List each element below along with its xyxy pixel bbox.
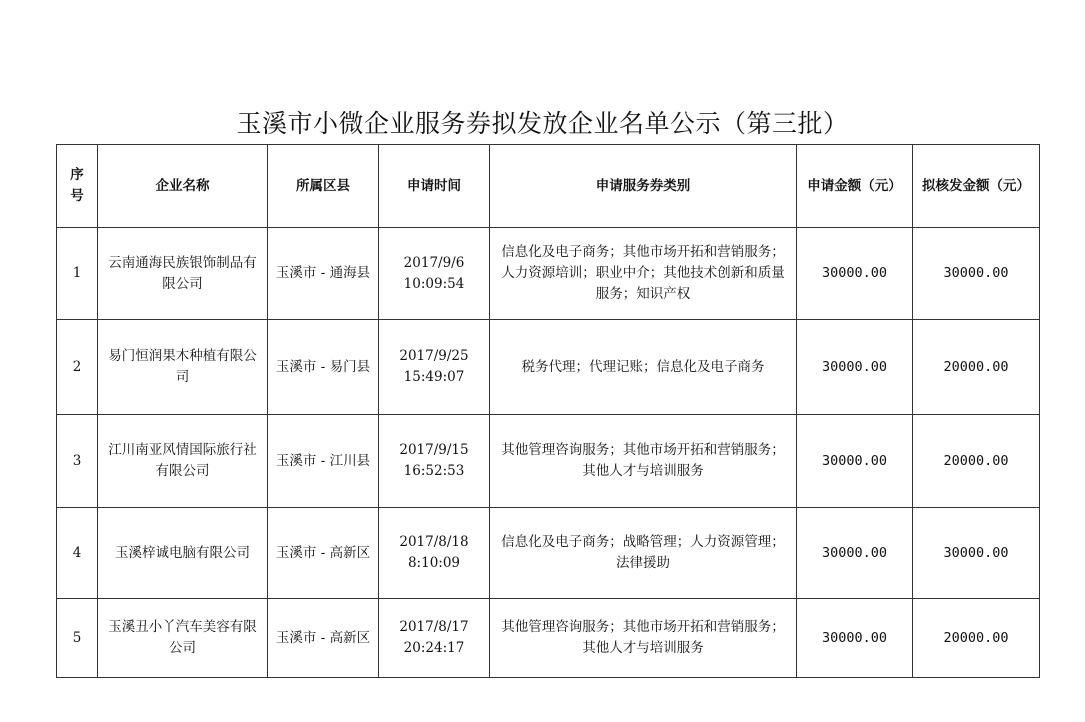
cell-company: 江川南亚风情国际旅行社有限公司 <box>98 415 268 508</box>
cell-seq: 3 <box>57 415 98 508</box>
cell-approved-amount: 20000.00 <box>913 415 1040 508</box>
cell-apply-amount: 30000.00 <box>797 228 913 320</box>
cell-apply-time: 2017/8/18 8:10:09 <box>379 508 490 599</box>
cell-apply-amount: 30000.00 <box>797 599 913 678</box>
table-row <box>57 228 1040 320</box>
table-row <box>57 320 1040 415</box>
cell-district: 玉溪市 - 高新区 <box>268 508 379 599</box>
header-seq: 序号 <box>57 145 98 228</box>
cell-seq: 1 <box>57 228 98 320</box>
header-district: 所属区县 <box>268 145 379 228</box>
cell-apply-amount: 30000.00 <box>797 415 913 508</box>
cell-apply-time: 2017/9/25 15:49:07 <box>379 320 490 415</box>
table-row <box>57 599 1040 678</box>
cell-service-type: 税务代理；代理记账；信息化及电子商务 <box>490 320 797 415</box>
table-header <box>57 145 1040 228</box>
cell-service-type: 其他管理咨询服务；其他市场开拓和营销服务；其他人才与培训服务 <box>490 415 797 508</box>
cell-approved-amount: 30000.00 <box>913 228 1040 320</box>
cell-service-type: 其他管理咨询服务；其他市场开拓和营销服务；其他人才与培训服务 <box>490 599 797 678</box>
table-row <box>57 508 1040 599</box>
cell-company: 玉溪丑小丫汽车美容有限公司 <box>98 599 268 678</box>
cell-company: 玉溪梓诚电脑有限公司 <box>98 508 268 599</box>
header-apply-amount: 申请金额（元） <box>797 145 913 228</box>
cell-service-type: 信息化及电子商务；战略管理；人力资源管理；法律援助 <box>490 508 797 599</box>
cell-apply-amount: 30000.00 <box>797 508 913 599</box>
cell-apply-time: 2017/9/15 16:52:53 <box>379 415 490 508</box>
cell-seq: 2 <box>57 320 98 415</box>
cell-company: 云南通海民族银饰制品有限公司 <box>98 228 268 320</box>
cell-district: 玉溪市 - 通海县 <box>268 228 379 320</box>
header-service-type: 申请服务券类别 <box>490 145 797 228</box>
cell-approved-amount: 20000.00 <box>913 599 1040 678</box>
cell-approved-amount: 20000.00 <box>913 320 1040 415</box>
cell-district: 玉溪市 - 高新区 <box>268 599 379 678</box>
header-company: 企业名称 <box>98 145 268 228</box>
cell-apply-time: 2017/8/17 20:24:17 <box>379 599 490 678</box>
header-approved-amount: 拟核发金额（元） <box>913 145 1040 228</box>
cell-company: 易门恒润果木种植有限公司 <box>98 320 268 415</box>
header-row <box>57 145 1040 228</box>
cell-seq: 4 <box>57 508 98 599</box>
table-row <box>57 415 1040 508</box>
cell-district: 玉溪市 - 易门县 <box>268 320 379 415</box>
company-list-table <box>56 144 1040 678</box>
cell-seq: 5 <box>57 599 98 678</box>
cell-service-type: 信息化及电子商务；其他市场开拓和营销服务；人力资源培训；职业中介；其他技术创新和质量服务；知识产权 <box>490 228 797 320</box>
cell-approved-amount: 30000.00 <box>913 508 1040 599</box>
header-apply-time: 申请时间 <box>379 145 490 228</box>
page-title: 玉溪市小微企业服务券拟发放企业名单公示（第三批） <box>236 109 849 138</box>
cell-apply-time: 2017/9/6 10:09:54 <box>379 228 490 320</box>
cell-apply-amount: 30000.00 <box>797 320 913 415</box>
cell-district: 玉溪市 - 江川县 <box>268 415 379 508</box>
